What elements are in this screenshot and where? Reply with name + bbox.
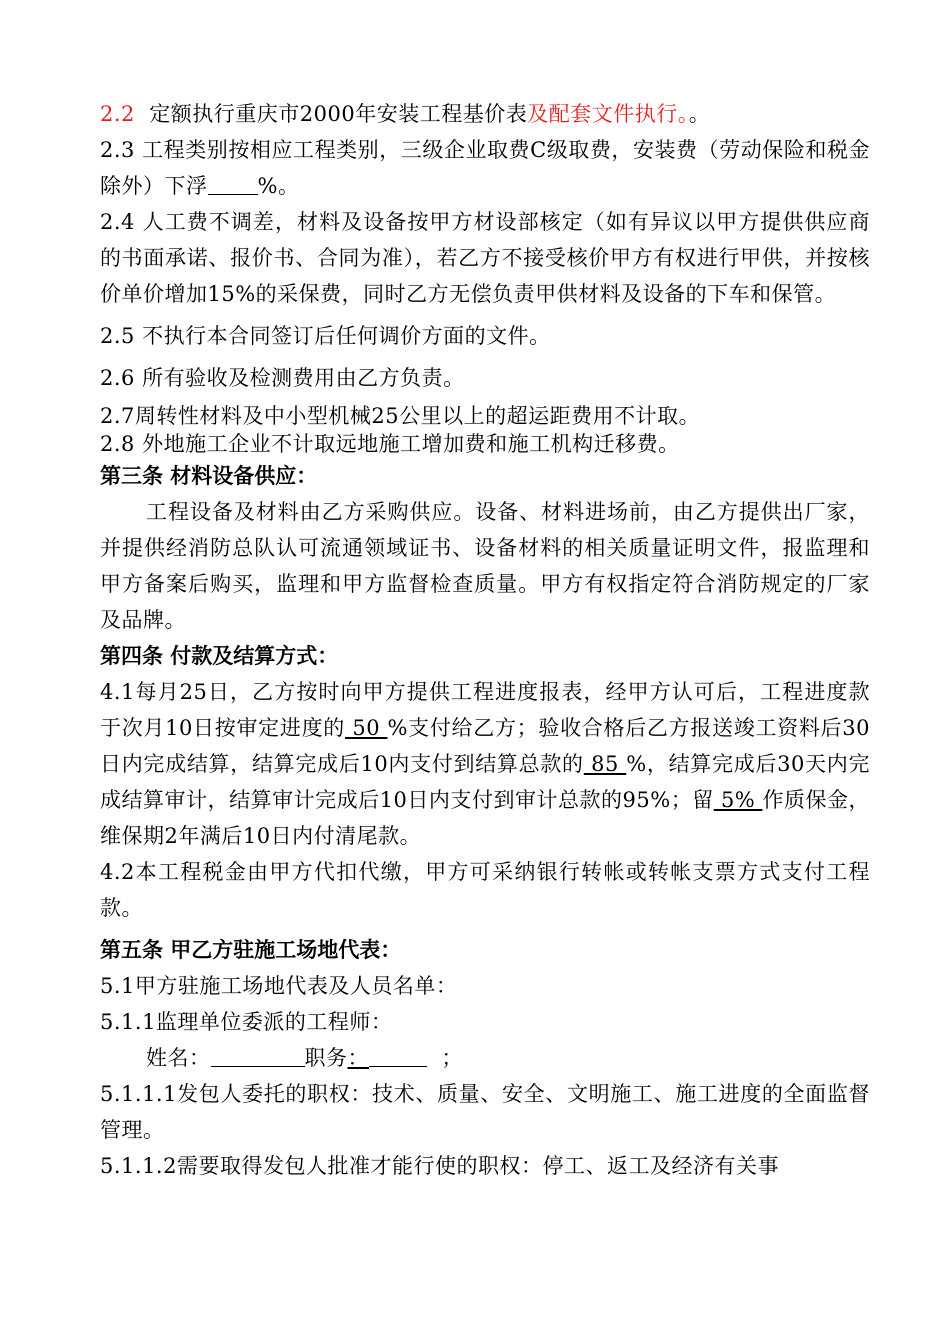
clause-4-1-part-b: %支付给乙方；验收合格后乙方报送竣工资料后30日内完成结算，结算完成后10内支付到结算总款的 xyxy=(100,716,870,776)
clause-2-4: 2.4 人工费不调差，材料及设备按甲方材设部核定（如有异议以甲方提供供应商的书面承诺、报价书、合同为准），若乙方不接受核价甲方有权进行甲供，并按核价单价增加15%的采保费，同时乙方无偿负责甲供材料及设备的下车和保管。 xyxy=(100,210,870,306)
document-page xyxy=(100,96,870,1184)
article-3-body: 工程设备及材料由乙方采购供应。设备、材料进场前，由乙方提供出厂家，并提供经消防总队认可流通领域证书、设备材料的相关质量证明文件，报监理和甲方备案后购买，监理和甲方监督检查质量。甲方有权指定符合消防规定的厂家及品牌。 xyxy=(100,500,870,632)
name-label: 姓名： xyxy=(146,1046,211,1070)
clause-5-1: 5.1甲方驻施工场地代表及人员名单： xyxy=(100,974,458,998)
article-5-heading: 第五条 甲乙方驻施工场地代表： xyxy=(100,938,402,962)
clause-2-2-text: 定额执行重庆市2000年安装工程基价表 xyxy=(149,102,528,126)
clause-5-1-1-1: 5.1.1.1发包人委托的职权：技术、质量、安全、文明施工、施工进度的全面监督管理。 xyxy=(100,1082,870,1142)
clause-4-2: 4.2本工程税金由甲方代扣代缴，甲方可采纳银行转帐或转帐支票方式支付工程款。 xyxy=(100,860,870,920)
article-3-heading: 第三条 材料设备供应： xyxy=(100,464,318,488)
duty-blank xyxy=(369,1046,427,1067)
duty-colon: ： xyxy=(347,1046,369,1070)
clause-4-1-part-c: %，结算完成后30天内完成结算审计，结算审计完成后10日内支付到审计总款的95%；留 xyxy=(100,752,870,812)
clause-2-3 xyxy=(100,132,870,204)
clause-5-1-1-2: 5.1.1.2需要取得发包人批准才能行使的职权：停工、返工及经济有关事 xyxy=(100,1154,779,1178)
semicolon: ； xyxy=(441,1046,463,1070)
clause-2-3-text: 2.3 工程类别按相应工程类别，三级企业取费C级取费，安装费（劳动保险和税金除外）下浮 xyxy=(100,138,870,198)
clause-4-1 xyxy=(100,674,870,854)
discount-blank xyxy=(208,174,258,195)
clause-2-2-red-text: 及配套文件执行。 xyxy=(527,102,689,126)
clause-2-2-number: 2.2 xyxy=(100,102,135,126)
name-blank xyxy=(211,1046,305,1067)
clause-2-2-tail: 。 xyxy=(688,102,711,126)
duty-label: 职务 xyxy=(304,1046,348,1070)
clause-4-1-part-a: 4.1每月25日，乙方按时向甲方提供工程进度报表，经甲方认可后，工程进度款于次月10日按审定进度的 xyxy=(100,680,870,740)
settlement-payment-percent: 85 xyxy=(583,752,627,776)
clause-2-7: 2.7周转性材料及中小型机械25公里以上的超运距费用不计取。 xyxy=(100,404,701,428)
clause-5-1-1: 5.1.1监理单位委派的工程师： xyxy=(100,1010,393,1034)
clause-2-8: 2.8 外地施工企业不计取远地施工增加费和施工机构迁移费。 xyxy=(100,432,680,456)
retention-percent: 5% xyxy=(713,788,763,812)
clause-4-1-part-d: 作质保金，维保期2年满后10日内付清尾款。 xyxy=(100,788,871,848)
clause-2-3-tail: %。 xyxy=(257,174,300,198)
article-4-heading: 第四条 付款及结算方式： xyxy=(100,644,339,668)
progress-payment-percent: 50 xyxy=(345,716,388,740)
clause-2-5: 2.5 不执行本合同签订后任何调价方面的文件。 xyxy=(100,324,551,348)
name-duty-line xyxy=(100,1040,870,1076)
clause-2-6: 2.6 所有验收及检测费用由乙方负责。 xyxy=(100,366,465,390)
clause-2-2 xyxy=(100,96,870,132)
